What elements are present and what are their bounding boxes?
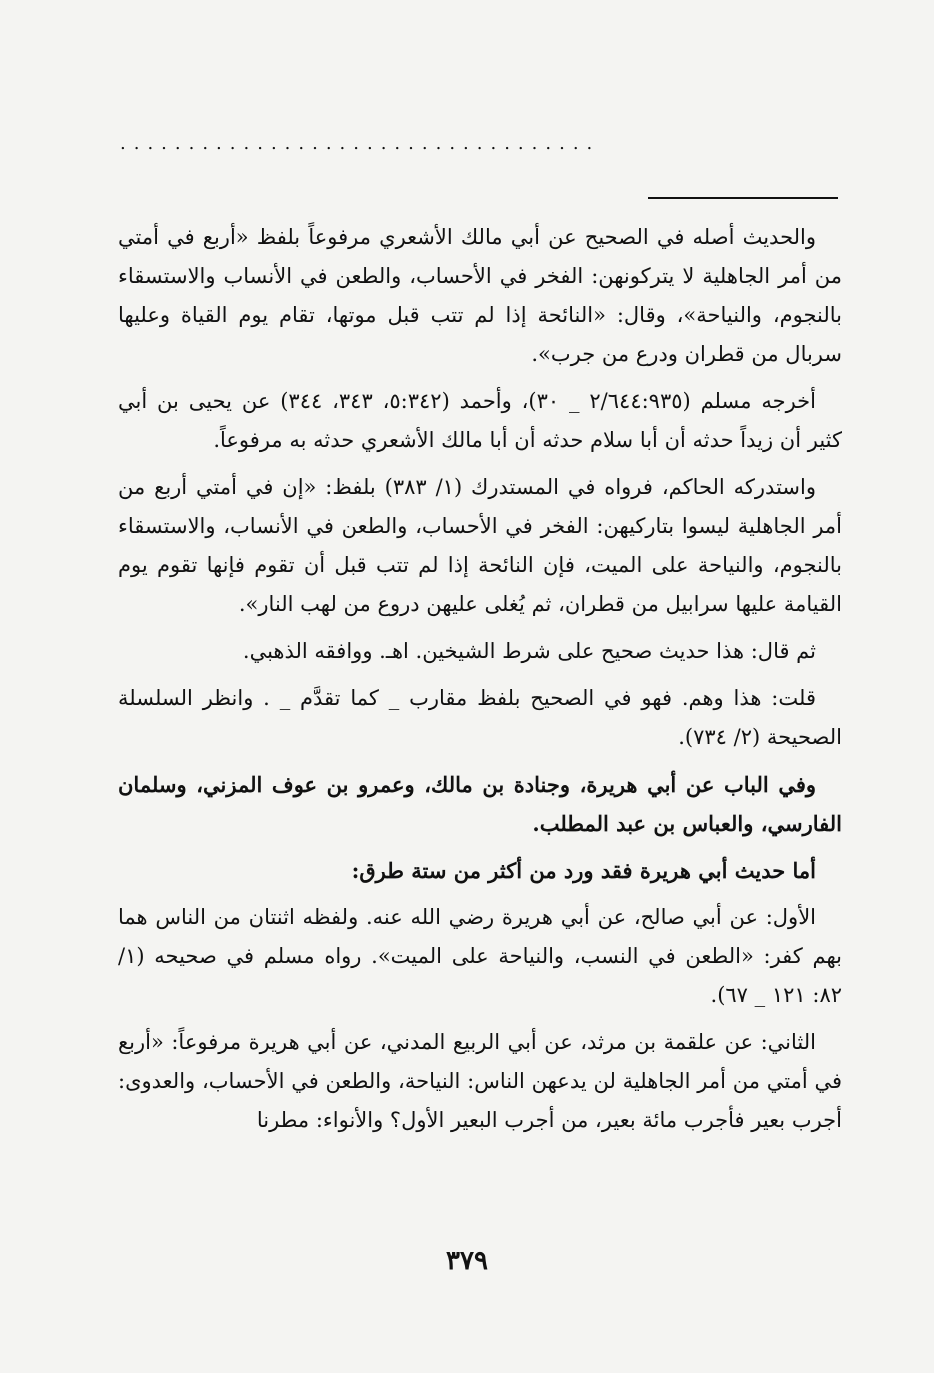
paragraph: قلت: هذا وهم. فهو في الصحيح بلفظ مقارب _ كما تقدَّم _ . وانظر السلسلة الصحيحة (٢/ ٧٣٤).: [118, 686, 842, 749]
paragraph: الثاني: عن علقمة بن مرثد، عن أبي الربيع المدني، عن أبي هريرة مرفوعاً: «أربع في أمتي من أمر الجاهلية لن يدعهن الناس: النياحة، والطعن في الأحساب، والعدوى: أجرب بعير فأجرب مائة بعير، من أجرب البعير الأول؟ والأنواء: مطرنا: [118, 1030, 842, 1132]
dotted-separator: ...................................: [120, 138, 601, 150]
paragraph: واستدركه الحاكم، فرواه في المستدرك (١/ ٣٨٣) بلفظ: «إن في أمتي أربع من أمر الجاهلية ليسوا بتاركيهن: الفخر في الأحساب، والطعن في الأنساب، والاستسقاء بالنجوم، والنياحة على الميت، فإن النائحة إذا لم تتب قبل أن تقوم فإنها تقوم يوم القيامة عليها سرابيل من قطران، ثم يُغلى عليهن دروع من لهب النار».: [118, 475, 842, 616]
paragraph: أخرجه مسلم (٢/٦٤٤:٩٣٥ _ ٣٠)، وأحمد (٥:٣٤٢، ٣٤٣، ٣٤٤) عن يحيى بن أبي كثير أن زيداً حدثه أن أبا سلام حدثه أن أبا مالك الأشعري حدثه به مرفوعاً.: [118, 389, 842, 452]
body-text: [118, 218, 842, 1148]
page-number: ٣٧٩: [446, 1246, 488, 1276]
paragraph: والحديث أصله في الصحيح عن أبي مالك الأشعري مرفوعاً بلفظ «أربع في أمتي من أمر الجاهلية لا يتركونهن: الفخر في الأحساب، والطعن في الأنساب والاستسقاء بالنجوم، والنياحة»، وقال: «النائحة إذا لم تتب قبل موتها، تقام يوم القياة وعليها سربال من قطران ودرع من جرب».: [118, 225, 842, 366]
paragraph: ثم قال: هذا حديث صحيح على شرط الشيخين. اهـ. ووافقه الذهبي.: [242, 639, 816, 663]
paragraph: الأول: عن أبي صالح، عن أبي هريرة رضي الله عنه. ولفظه اثنتان من الناس هما بهم كفر: «الطعن في النسب، والنياحة على الميت». رواه مسلم في صحيحه (١/ ٨٢: ١٢١ _ ٦٧).: [118, 905, 842, 1007]
footnote-rule: [648, 197, 838, 199]
paragraph: وفي الباب عن أبي هريرة، وجنادة بن مالك، وعمرو بن عوف المزني، وسلمان الفارسي، والعباس بن عبد المطلب.: [118, 772, 842, 836]
paragraph: أما حديث أبي هريرة فقد ورد من أكثر من ستة طرق:: [351, 858, 816, 883]
